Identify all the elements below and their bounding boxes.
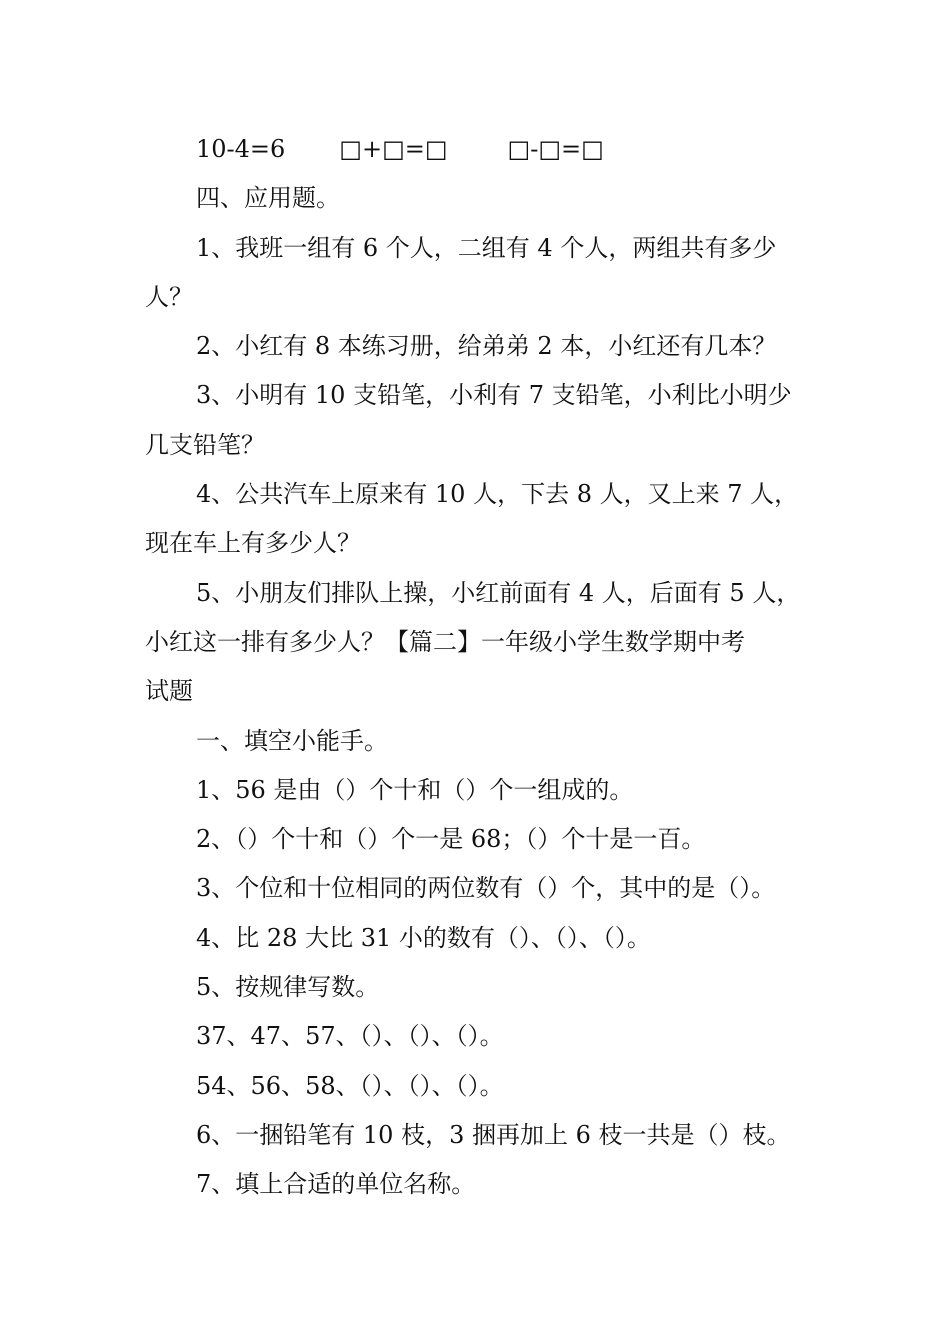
question-3-line-2: 几支铅笔？ [145,430,265,459]
subtraction-blank-equation: □-□=□ [507,135,604,163]
question-2: 2、小红有 8 本练习册，给弟弟 2 本，小红还有几本？ [196,332,777,361]
fill-question-5: 5、按规律写数。 [196,973,380,1002]
fill-question-2: 2、（）个十和（）个一是 68；（）个十是一百。 [196,825,706,854]
equation-line [145,125,815,174]
question-5-line-1: 5、小朋友们排队上操，小红前面有 4 人，后面有 5 人， [196,578,801,607]
document-body [145,125,815,1210]
fill-question-7: 7、填上合适的单位名称。 [196,1170,476,1199]
sequence-line-1: 37、47、57、（）、（）、（）。 [196,1022,504,1051]
section-heading-application: 四、应用题。 [196,184,340,213]
question-3-line-1: 3、小明有 10 支铅笔，小利有 7 支铅笔，小利比小明少 [196,381,792,410]
fill-question-3: 3、个位和十位相同的两位数有（）个，其中的是（）。 [196,874,776,903]
question-1-line-2: 人？ [145,282,193,311]
part-two-title-end: 试题 [145,677,193,706]
fill-question-4: 4、比 28 大比 31 小的数有（）、（）、（）。 [196,923,651,952]
question-1-line-1: 1、我班一组有 6 个人，二组有 4 个人，两组共有多少 [196,233,777,262]
question-4-line-2: 现在车上有多少人？ [145,529,361,558]
question-4-line-1: 4、公共汽车上原来有 10 人，下去 8 人，又上来 7 人， [196,480,799,509]
question-5-line-2: 小红这一排有多少人？【篇二】一年级小学生数学期中考 [145,627,745,656]
addition-blank-equation: □+□=□ [339,135,448,163]
fill-question-1: 1、56 是由（）个十和（）个一组成的。 [196,775,634,804]
section-heading-fill-blank: 一、填空小能手。 [196,726,388,755]
example-equation: 10-4=6 [196,135,286,163]
sequence-line-2: 54、56、58、（）、（）、（）。 [196,1071,504,1100]
fill-question-6: 6、一捆铅笔有 10 枝，3 捆再加上 6 枝一共是（）枝。 [196,1120,791,1149]
